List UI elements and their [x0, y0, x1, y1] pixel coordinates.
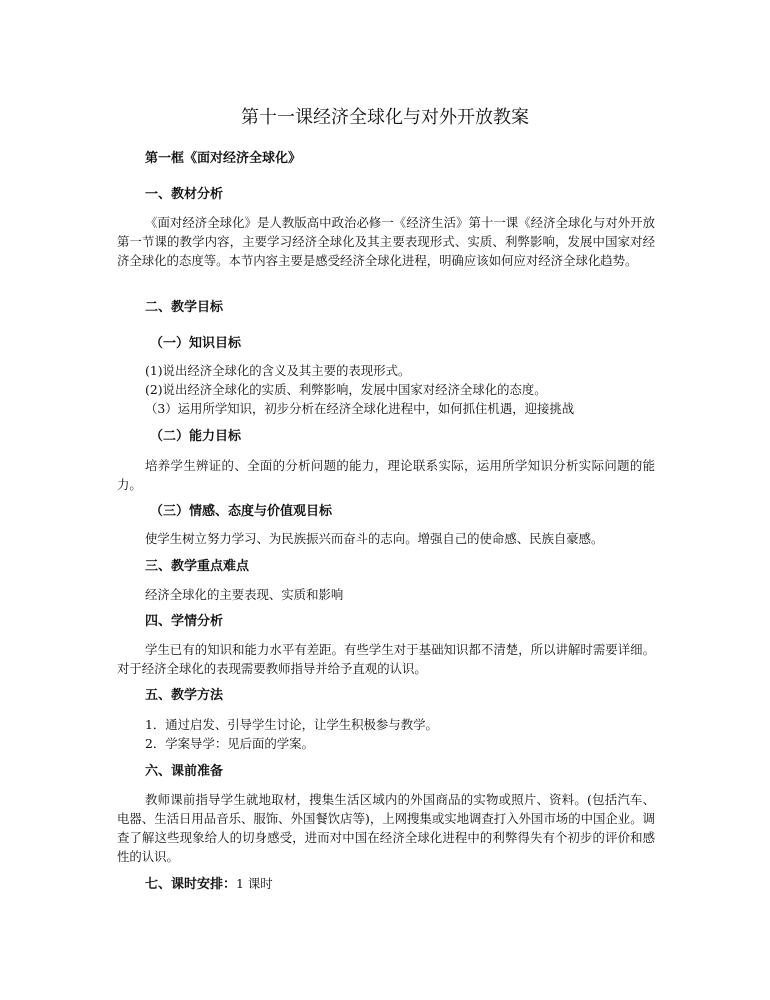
- preparation-paragraph: 教师课前指导学生就地取材，搜集生活区域内的外国商品的实物或照片、资料。(包括汽车、电器、生活日用品音乐、服饰、外国餐饮店等)，上网搜集或实地调查打入外国市场的中国企业。调查了解这些现象给人的切身感受，进而对中国在经济全球化进程中的利弊得失有个初步的评价和感性的认识。: [117, 792, 655, 864]
- subheading-ability-goals: （二）能力目标: [150, 429, 242, 444]
- teaching-method-item: 1．通过启发、引导学生讨论，让学生积极参与教学。: [145, 717, 438, 732]
- section-heading-key-points: 三、教学重点难点: [145, 559, 250, 574]
- section-heading-textbook-analysis: 一、教材分析: [145, 187, 224, 202]
- section-heading-teaching-goals: 二、教学目标: [145, 300, 224, 315]
- schedule-value: 1 课时: [236, 876, 273, 891]
- knowledge-goal-item: (2)说出经济全球化的实质、利弊影响，发展中国家对经济全球化的态度。: [145, 382, 547, 397]
- section-heading-schedule: [145, 875, 273, 894]
- knowledge-goal-item: （3）运用所学知识，初步分析在经济全球化进程中，如何抓住机遇，迎接挑战: [145, 401, 575, 416]
- textbook-analysis-paragraph: 《面对经济全球化》是人教版高中政治必修一《经济生活》第十一课《经济全球化与对外开放第一节课的教学内容，主要学习经济全球化及其主要表现形式、实质、利弊影响，发展中国家对经济全球化的态度等。本节内容主要是感受经济全球化进程，明确应该如何应对经济全球化趋势。: [117, 215, 655, 268]
- section-heading-preparation: 六、课前准备: [145, 764, 224, 779]
- student-analysis-paragraph: 学生已有的知识和能力水平有差距。有些学生对于基础知识都不清楚，所以讲解时需要详细。对于经济全球化的表现需要教师指导并给予直观的认识。: [117, 642, 655, 676]
- section-heading-student-analysis: 四、学情分析: [145, 614, 224, 629]
- subtitle-heading: 第一框《面对经济全球化》: [145, 151, 302, 166]
- key-points-line: 经济全球化的主要表现、实质和影响: [145, 587, 344, 602]
- ability-goals-paragraph: 培养学生辨证的、全面的分析问题的能力，理论联系实际，运用所学知识分析实际问题的能力。: [117, 458, 655, 492]
- document-title: 第十一课经济全球化与对外开放教案: [241, 107, 529, 128]
- schedule-label: 七、课时安排：: [145, 877, 237, 892]
- section-heading-teaching-methods: 五、教学方法: [145, 688, 224, 703]
- subheading-emotion-goals: （三）情感、态度与价值观目标: [150, 504, 333, 519]
- subheading-knowledge-goals: （一）知识目标: [150, 336, 242, 351]
- knowledge-goal-item: (1)说出经济全球化的含义及其主要的表现形式。: [145, 363, 411, 378]
- teaching-method-item: 2．学案导学：见后面的学案。: [145, 736, 314, 751]
- emotion-goals-paragraph: 使学生树立努力学习、为民族振兴而奋斗的志向。增强自己的使命感、民族自豪感。: [145, 531, 604, 546]
